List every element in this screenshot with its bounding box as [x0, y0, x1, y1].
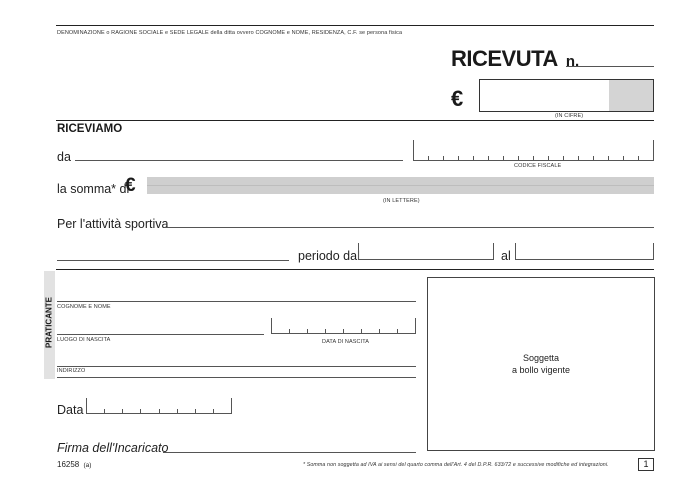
sum-words-caption: (IN LETTERE) [383, 198, 420, 204]
period-from-field[interactable] [358, 243, 494, 260]
receipt-number-label: n. [565, 53, 580, 70]
period-to-label: al [501, 249, 511, 263]
form-code-variant: (a) [83, 462, 92, 469]
form-code [57, 460, 91, 469]
birthdate-field[interactable] [271, 318, 416, 334]
euro-symbol-words: € [125, 175, 136, 196]
section-rule [56, 120, 654, 121]
tax-code-field[interactable] [413, 140, 654, 161]
address-field-second-line[interactable] [57, 377, 416, 378]
amount-digits-box[interactable] [479, 79, 654, 112]
top-rule [56, 25, 654, 26]
birthdate-caption: DATA DI NASCITA [322, 339, 370, 345]
activity-field-second-line[interactable] [57, 260, 289, 261]
address-field[interactable] [57, 366, 416, 367]
period-from-label: periodo dal [298, 249, 360, 263]
birthplace-caption: LUOGO DI NASCITA [57, 337, 111, 343]
date-field[interactable] [86, 398, 232, 414]
practitioner-side-label: PRATICANTE [44, 297, 54, 348]
revenue-stamp-box [427, 277, 655, 451]
tax-code-caption: CODICE FISCALE [514, 163, 562, 169]
amount-digits-caption: (IN CIFRE) [555, 113, 584, 119]
period-to-field[interactable] [515, 243, 654, 260]
sum-label [57, 182, 129, 196]
activity-field[interactable] [165, 227, 654, 228]
receipt-title-text: RICEVUTA [451, 46, 558, 71]
receipt-title [451, 46, 579, 72]
address-caption: INDIRIZZO [57, 368, 86, 374]
page-number: 1 [643, 459, 649, 469]
signature-field[interactable] [163, 452, 416, 453]
sum-label-text: la somma* di [57, 182, 130, 196]
practitioner-rule [56, 269, 654, 270]
name-field[interactable] [57, 301, 416, 302]
receipt-number-field[interactable] [566, 66, 654, 67]
euro-symbol-digits: € [451, 86, 464, 111]
signature-label: Firma dell'Incaricato [57, 441, 169, 455]
birthplace-field[interactable] [57, 334, 264, 335]
sum-words-field[interactable] [147, 177, 654, 194]
amount-decimals-cell [609, 80, 653, 111]
date-label: Data [57, 403, 84, 417]
form-code-number: 16258 [57, 460, 80, 469]
stamp-text-line1: Soggetta [522, 353, 560, 363]
name-caption: COGNOME E NOME [57, 304, 111, 310]
practitioner-side-tab [44, 271, 55, 379]
activity-label: Per l'attività sportiva [57, 217, 169, 231]
sum-words-guide [147, 185, 654, 186]
from-field[interactable] [75, 160, 403, 161]
section-title: RICEVIAMO [57, 123, 123, 135]
tax-exemption-note: * Somma non soggetta ad IVA ai sensi del quarto comma dell'Art. 4 del D.P.R. 633/72 e successive modifiche ed integrazioni. [303, 462, 609, 468]
denomination-caption: DENOMINAZIONE o RAGIONE SOCIALE e SEDE LEGALE della ditta ovvero COGNOME e NOME, RESIDENZA, C.F. se persona fisica [57, 30, 403, 36]
page-number-box [638, 458, 654, 471]
stamp-text-line2: a bollo vigente [511, 365, 571, 375]
from-label: da [57, 150, 71, 164]
